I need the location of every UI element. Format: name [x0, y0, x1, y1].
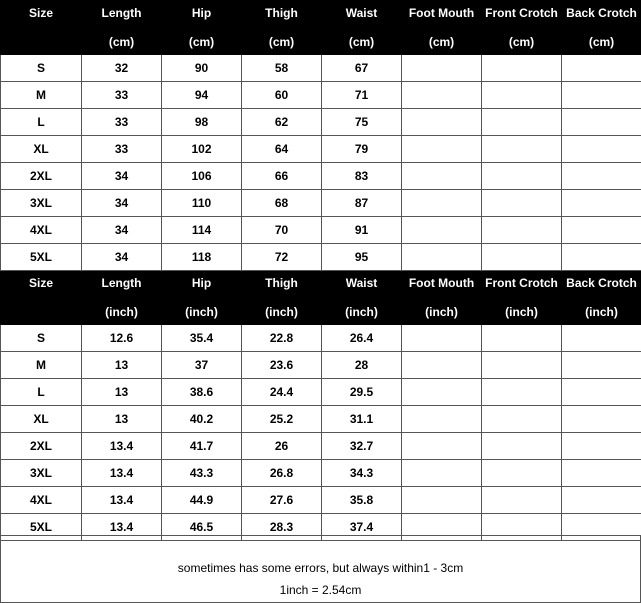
column-unit: (cm): [322, 28, 402, 55]
size-label: M: [1, 82, 82, 109]
size-label: L: [1, 109, 82, 136]
column-header: Length: [82, 271, 162, 298]
measurement-cell: 35.8: [322, 487, 402, 514]
table-row: [1, 379, 641, 406]
measurement-cell: 70: [242, 217, 322, 244]
table-row: [1, 136, 641, 163]
measurement-cell: 26.4: [322, 325, 402, 352]
measurement-cell: 13.4: [82, 460, 162, 487]
column-header: Hip: [162, 271, 242, 298]
table-row: [1, 406, 641, 433]
measurement-cell: 44.9: [162, 487, 242, 514]
measurement-cell: [482, 109, 562, 136]
header-row-cm: [1, 1, 641, 28]
table-row: [1, 325, 641, 352]
table-row: [1, 217, 641, 244]
column-unit: (inch): [402, 298, 482, 325]
measurement-cell: 62: [242, 109, 322, 136]
column-header: Front Crotch: [482, 1, 562, 28]
measurement-cell: [402, 163, 482, 190]
measurement-error-note: sometimes has some errors, but always within1 - 3cm: [177, 561, 464, 575]
measurement-cell: 13: [82, 352, 162, 379]
measurement-cell: 12.6: [82, 325, 162, 352]
measurement-cell: 83: [322, 163, 402, 190]
measurement-cell: 102: [162, 136, 242, 163]
measurement-cell: 28.3: [242, 514, 322, 541]
measurement-cell: 67: [322, 55, 402, 82]
table-row: [1, 433, 641, 460]
measurement-cell: [482, 325, 562, 352]
measurement-cell: [562, 136, 641, 163]
measurement-cell: 28: [322, 352, 402, 379]
measurement-cell: [482, 406, 562, 433]
column-unit: (cm): [482, 28, 562, 55]
column-header: Hip: [162, 1, 242, 28]
measurement-cell: 24.4: [242, 379, 322, 406]
measurement-cell: [402, 109, 482, 136]
size-label: XL: [1, 406, 82, 433]
measurement-cell: [482, 163, 562, 190]
measurement-cell: 35.4: [162, 325, 242, 352]
measurement-cell: 33: [82, 82, 162, 109]
measurement-cell: 60: [242, 82, 322, 109]
column-unit: (inch): [242, 298, 322, 325]
size-chart-footer: [0, 535, 641, 603]
measurement-cell: [402, 379, 482, 406]
measurement-cell: 68: [242, 190, 322, 217]
measurement-cell: [562, 379, 641, 406]
size-label: 4XL: [1, 487, 82, 514]
table-row: [1, 82, 641, 109]
measurement-cell: [482, 244, 562, 271]
measurement-cell: 118: [162, 244, 242, 271]
measurement-cell: 98: [162, 109, 242, 136]
measurement-cell: [562, 406, 641, 433]
table-row: [1, 244, 641, 271]
measurement-cell: 75: [322, 109, 402, 136]
measurement-cell: 66: [242, 163, 322, 190]
column-unit: (inch): [82, 298, 162, 325]
measurement-cell: [482, 190, 562, 217]
measurement-cell: 40.2: [162, 406, 242, 433]
column-header: Foot Mouth: [402, 271, 482, 298]
measurement-cell: 33: [82, 136, 162, 163]
measurement-cell: [402, 82, 482, 109]
column-header: Thigh: [242, 1, 322, 28]
size-label: 2XL: [1, 163, 82, 190]
measurement-cell: 25.2: [242, 406, 322, 433]
size-label: 4XL: [1, 217, 82, 244]
measurement-cell: [482, 55, 562, 82]
measurement-cell: 90: [162, 55, 242, 82]
measurement-cell: [482, 136, 562, 163]
size-label: 2XL: [1, 433, 82, 460]
column-header: Waist: [322, 271, 402, 298]
measurement-cell: 43.3: [162, 460, 242, 487]
measurement-cell: [402, 460, 482, 487]
measurement-cell: 13.4: [82, 487, 162, 514]
measurement-cell: 114: [162, 217, 242, 244]
size-label: XL: [1, 136, 82, 163]
column-unit: (inch): [162, 298, 242, 325]
column-header: Front Crotch: [482, 271, 562, 298]
measurement-cell: 26: [242, 433, 322, 460]
unit-row-inch: [1, 298, 641, 325]
unit-conversion-note: 1inch = 2.54cm: [279, 583, 362, 597]
measurement-cell: 110: [162, 190, 242, 217]
column-unit: (inch): [322, 298, 402, 325]
measurement-cell: [482, 460, 562, 487]
measurement-cell: [402, 244, 482, 271]
measurement-cell: [562, 352, 641, 379]
table-row: [1, 190, 641, 217]
table-row: [1, 487, 641, 514]
measurement-cell: 94: [162, 82, 242, 109]
measurement-cell: [402, 55, 482, 82]
measurement-cell: [402, 352, 482, 379]
size-label: 3XL: [1, 190, 82, 217]
measurement-cell: 58: [242, 55, 322, 82]
column-unit: (cm): [242, 28, 322, 55]
measurement-cell: 31.1: [322, 406, 402, 433]
measurement-cell: [562, 244, 641, 271]
measurement-cell: 79: [322, 136, 402, 163]
measurement-cell: 34.3: [322, 460, 402, 487]
column-header: Thigh: [242, 271, 322, 298]
measurement-cell: [482, 82, 562, 109]
measurement-cell: 13: [82, 379, 162, 406]
column-header: Waist: [322, 1, 402, 28]
column-header: Size: [1, 271, 82, 298]
measurement-cell: 33: [82, 109, 162, 136]
measurement-cell: [482, 217, 562, 244]
measurement-cell: 13: [82, 406, 162, 433]
measurement-cell: [402, 190, 482, 217]
measurement-cell: 32: [82, 55, 162, 82]
measurement-cell: [402, 487, 482, 514]
measurement-cell: [562, 217, 641, 244]
column-header: Back Crotch: [562, 271, 641, 298]
measurement-cell: 72: [242, 244, 322, 271]
column-header: Length: [82, 1, 162, 28]
measurement-cell: 91: [322, 217, 402, 244]
table-row: [1, 55, 641, 82]
column-unit: (cm): [82, 28, 162, 55]
size-label: L: [1, 379, 82, 406]
measurement-cell: 71: [322, 82, 402, 109]
measurement-cell: 37.4: [322, 514, 402, 541]
table-row: [1, 163, 641, 190]
unit-row-cm: [1, 28, 641, 55]
column-header: Back Crotch: [562, 1, 641, 28]
measurement-cell: 64: [242, 136, 322, 163]
measurement-cell: 106: [162, 163, 242, 190]
header-row-inch: [1, 271, 641, 298]
size-label: 5XL: [1, 244, 82, 271]
measurement-cell: [562, 433, 641, 460]
measurement-cell: [402, 325, 482, 352]
measurement-cell: [562, 487, 641, 514]
measurement-cell: [562, 460, 641, 487]
measurement-cell: [482, 352, 562, 379]
measurement-cell: 34: [82, 217, 162, 244]
measurement-cell: 87: [322, 190, 402, 217]
measurement-cell: [482, 487, 562, 514]
measurement-cell: 29.5: [322, 379, 402, 406]
column-unit: [1, 298, 82, 325]
column-header: Foot Mouth: [402, 1, 482, 28]
measurement-cell: [402, 136, 482, 163]
measurement-cell: 34: [82, 190, 162, 217]
measurement-cell: 34: [82, 244, 162, 271]
measurement-cell: 26.8: [242, 460, 322, 487]
measurement-cell: [482, 379, 562, 406]
table-row: [1, 109, 641, 136]
table-row: [1, 352, 641, 379]
measurement-cell: 46.5: [162, 514, 242, 541]
size-label: 3XL: [1, 460, 82, 487]
measurement-cell: 95: [322, 244, 402, 271]
measurement-cell: 22.8: [242, 325, 322, 352]
measurement-cell: [562, 55, 641, 82]
measurement-cell: 32.7: [322, 433, 402, 460]
measurement-cell: 41.7: [162, 433, 242, 460]
column-unit: [1, 28, 82, 55]
column-unit: (inch): [562, 298, 641, 325]
measurement-cell: 23.6: [242, 352, 322, 379]
measurement-cell: [402, 433, 482, 460]
measurement-cell: 34: [82, 163, 162, 190]
column-unit: (cm): [562, 28, 641, 55]
measurement-cell: [562, 190, 641, 217]
measurement-cell: 13.4: [82, 433, 162, 460]
measurement-cell: [402, 217, 482, 244]
measurement-cell: [562, 109, 641, 136]
measurement-cell: [402, 406, 482, 433]
measurement-cell: 37: [162, 352, 242, 379]
measurement-cell: [562, 82, 641, 109]
column-unit: (cm): [402, 28, 482, 55]
measurement-cell: 38.6: [162, 379, 242, 406]
measurement-cell: 27.6: [242, 487, 322, 514]
size-label: 5XL: [1, 514, 82, 541]
measurement-cell: [482, 433, 562, 460]
column-unit: (inch): [482, 298, 562, 325]
size-label: S: [1, 55, 82, 82]
column-unit: (cm): [162, 28, 242, 55]
measurement-cell: [562, 163, 641, 190]
measurement-cell: 13.4: [82, 514, 162, 541]
measurement-cell: [562, 325, 641, 352]
size-label: S: [1, 325, 82, 352]
size-label: M: [1, 352, 82, 379]
table-row: [1, 460, 641, 487]
column-header: Size: [1, 1, 82, 28]
